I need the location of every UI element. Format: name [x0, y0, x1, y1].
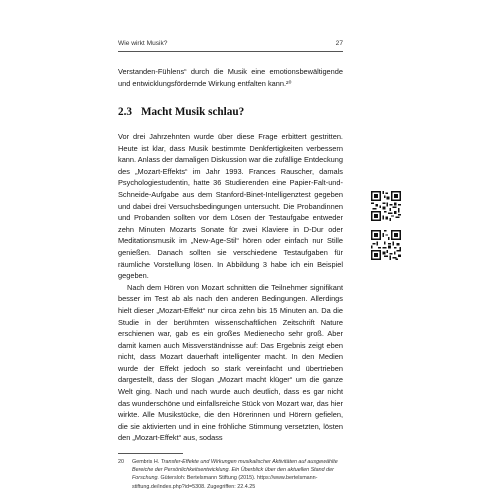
section-title: Macht Musik schlau? [140, 106, 245, 118]
footnote-text [132, 458, 343, 491]
qr-code-2-icon[interactable] [371, 230, 401, 260]
body-paragraph-1: Vor drei Jahrzehnten wurde über diese Frage erbittert gestritten. Heute ist klar, dass Musik bestimmte Denkfertigkeiten verbessern kann. Anlass der damaligen Diskussion war die zufällige Entdeckung des „Mozart-Effekts“ im Jahr 1993. Frances Rauscher, damals Psychologiestudentin, hatte 36 Studierenden eine Papier-Falt-und-Schneide-Aufgabe aus dem Stanford-Binet-Intelligenztest gegeben und dabei drei Versuchsbedingungen untersucht. Die Probandinnen und Probanden sollten vor dem Lösen der Testaufgabe entweder zehn Minuten Mozarts Sonate für zwei Klaviere in D-Dur oder Meditationsmusik im „New-Age-Stil“ hören oder einfach nur Stille genießen. Danach sollten sie verschiedene Testaufgaben für räumliche Vorstellung lösen. In Abbildung 3 habe ich ein Beispiel gegeben. [118, 132, 343, 281]
footnote-author: Gembris H. [132, 459, 160, 465]
section-number: 2.3 [118, 106, 132, 118]
body-paragraph-2: Nach dem Hören von Mozart schnitten die Teilnehmer signifikant besser im Test ab als nach den anderen Bedingungen. Allerdings hielt dieser „Mozart-Effekt“ nur circa zehn bis 15 Minuten an. Da die Studie in der berühmten wissenschaftlichen Zeitschrift Nature erschienen war, gab es ein großes Medienecho sehr groß. Aber damit kamen auch Missverständnisse auf: Das Ergebnis zeigt eben nicht, dass Mozart dauerhaft intelligenter macht. In den Medien wurde der Effekt jedoch so stark vereinfacht und übertrieben dargestellt, dass der Slogan „Mozart macht klüger“ um die ganze Welt ging. Nach und nach wurde auch deutlich, dass es gar nicht das wunderschöne und einfallsreiche Stück von Mozart war, das hier wirkte. Alle Musikstücke, die den Hörerinnen und Hörern gefielen, die sie aktivierten und in eine fröhliche Stimmung versetzten, lösten den „Mozart-Effekt“ aus, sodass [118, 282, 343, 443]
header-rule [118, 51, 343, 52]
footnote-rule [118, 453, 183, 454]
running-title: Wie wirkt Musik? [118, 40, 168, 47]
footnote [118, 458, 343, 491]
footnote-number: 20 [118, 459, 124, 465]
qr-code-1-icon[interactable] [371, 191, 401, 221]
section-body [118, 131, 343, 444]
intro-paragraph [118, 66, 343, 89]
footnote-title: Transfer-Effekte und Wirkungen musikalischer Aktivitäten auf ausgewählte Bereiche der Persönlichkeitsentwicklung. Ein Überblick über den aktuellen Stand der Forschung. [132, 459, 338, 482]
intro-text: Verstanden-Fühlens“ durch die Musik eine emotionsbewältigende und entwicklungsfördernde Wirkung entfalten kann.²⁰ [118, 67, 343, 88]
footnote-source[interactable]: Gütersloh: Bertelsmann Stiftung (2015). https://www.bertelsmann-stiftung.de/index.php?id=5308. Zugegriffen: 22.4.25 [132, 475, 318, 490]
section-heading [118, 106, 343, 118]
page-number: 27 [335, 40, 343, 47]
